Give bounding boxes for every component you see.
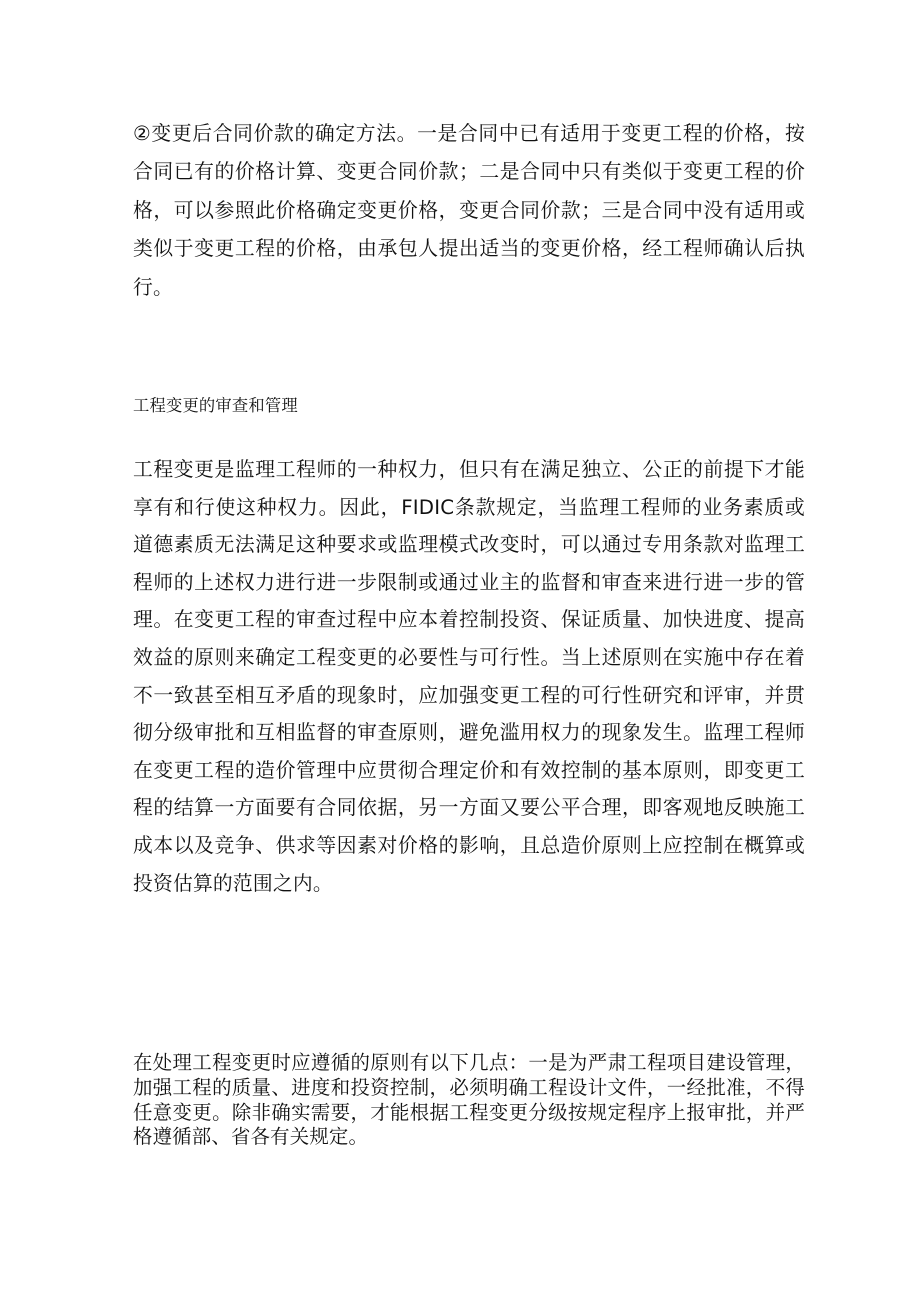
section-heading: 工程变更的审查和管理 bbox=[133, 396, 298, 415]
paragraph-change-principles: 在处理工程变更时应遵循的原则有以下几点：一是为严肃工程项目建设管理，加强工程的质量、进度和投资控制，必须明确工程设计文件，一经批准，不得任意变更。除非确实需要，才能根据工程变更分级按规定程序上报审批，并严格遵循部、省各有关规定。 bbox=[133, 1051, 805, 1149]
paragraph-change-review: 工程变更是监理工程师的一种权力，但只有在满足独立、公正的前提下才能享有和行使这种权力。因此，FIDIC条款规定，当监理工程师的业务素质或道德素质无法满足这种要求或监理模式改变时，可以通过专用条款对监理工程师的上述权力进行进一步限制或通过业主的监督和审查来进行进一步的管理。在变更工程的审查过程中应本着控制投资、保证质量、加快进度、提高效益的原则来确定工程变更的必要性与可行性。当上述原则在实施中存在着不一致甚至相互矛盾的现象时，应加强变更工程的可行性研究和评审，并贯彻分级审批和互相监督的审查原则，避免滥用权力的现象发生。监理工程师在变更工程的造价管理中应贯彻合理定价和有效控制的基本原则，即变更工程的结算一方面要有合同依据，另一方面又要公平合理，即客观地反映施工成本以及竞争、供求等因素对价格的影响，且总造价原则上应控制在概算或投资估算的范围之内。 bbox=[133, 458, 805, 895]
paragraph-price-determination: ②变更后合同价款的确定方法。一是合同中已有适用于变更工程的价格，按合同已有的价格计算、变更合同价款；二是合同中只有类似于变更工程的价格，可以参照此价格确定变更价格，变更合同价款；三是合同中没有适用或类似于变更工程的价格，由承包人提出适当的变更价格，经工程师确认后执行。 bbox=[133, 122, 805, 299]
